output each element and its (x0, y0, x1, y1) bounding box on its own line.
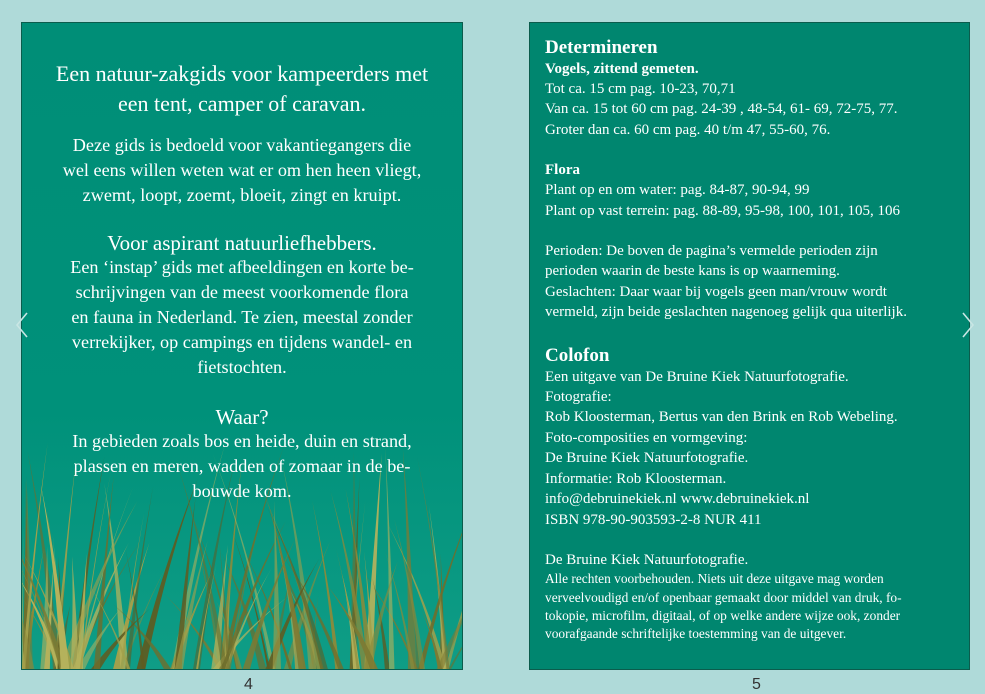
grass-blade (175, 540, 208, 669)
copyright-title: De Bruine Kiek Natuurfotografie. (545, 551, 749, 568)
waar-paragraph: In gebieden zoals bos en heide, duin en strand, plassen en meren, wadden of zomaar in de be- bouwde kom. (72, 431, 412, 501)
guide-title: Een natuur-zakgids voor kampeerders met een tent, camper of caravan. (55, 61, 429, 116)
chevron-left-icon (14, 310, 30, 340)
aspirant-paragraph: Een ‘instap’ gids met afbeeldingen en korte be- schrijvingen van de meest voorkomende flora en fauna in Nederland. Te zien, meestal zonder verrekijker, op campings en tijdens wandel- en fietstochten. (70, 257, 414, 377)
page-4-text (22, 23, 462, 504)
determineren-line: Groter dan ca. 60 cm pag. 40 t/m 47, 55-60, 76. (545, 121, 831, 138)
colofon-line: Foto-composities en vormgeving: (545, 429, 748, 446)
previous-page-button[interactable] (14, 310, 30, 340)
grass-blade (137, 479, 198, 669)
waar-heading: Waar? (215, 405, 269, 429)
page-number-left: 4 (244, 676, 253, 693)
colofon-line: Fotografie: (545, 389, 612, 406)
colofon-line: Een uitgave van De Bruine Kiek Natuurfotografie. (545, 368, 849, 385)
notes-line: Perioden: De boven de pagina’s vermelde perioden zijn (545, 243, 878, 260)
determineren-line: Van ca. 15 tot 60 cm pag. 24-39 , 48-54, 61- 69, 72-75, 77. (545, 101, 898, 118)
notes-line: vermeld, zijn beide geslachten nagenoeg gelijk qua uiterlijk. (545, 304, 907, 321)
copyright-line: voorafgaande schriftelijke toestemming van de uitgever. (545, 626, 847, 642)
flora-heading: Flora (545, 162, 580, 179)
page-5 (529, 22, 970, 670)
colofon-contact: info@debruinekiek.nl www.debruinekiek.nl (545, 491, 810, 508)
determineren-heading: Determineren (545, 37, 658, 58)
determineren-line: Tot ca. 15 cm pag. 10-23, 70,71 (545, 81, 736, 97)
page-4 (21, 22, 463, 670)
grass-blade (22, 526, 23, 669)
copyright-line: tokopie, microfilm, digitaal, of op welke andere wijze ook, zonder (545, 607, 901, 623)
chevron-right-icon (960, 310, 976, 340)
colofon-isbn: ISBN 978-90-903593-2-8 NUR 411 (545, 511, 762, 528)
intro-paragraph: Deze gids is bedoeld voor vakantiegangers die wel eens willen weten wat er om hen heen vliegt, zwemt, loopt, zoemt, bloeit, zingt en kruipt. (62, 135, 422, 205)
next-page-button[interactable] (960, 310, 976, 340)
page-5-text (530, 23, 969, 644)
colofon-line: De Bruine Kiek Natuurfotografie. (545, 450, 749, 467)
vogels-subheading: Vogels, zittend gemeten. (545, 61, 699, 77)
aspirant-heading: Voor aspirant natuurliefhebbers. (107, 231, 377, 255)
flora-line: Plant op en om water: pag. 84-87, 90-94, 99 (545, 182, 810, 199)
notes-line: perioden waarin de beste kans is op waarneming. (545, 263, 840, 280)
colofon-line: Rob Kloosterman, Bertus van den Brink en Rob Webeling. (545, 409, 898, 426)
colofon-line: Informatie: Rob Kloosterman. (545, 470, 727, 487)
copyright-line: verveelvoudigd en/of openbaar gemaakt door middel van druk, fo- (545, 589, 902, 605)
copyright-line: Alle rechten voorbehouden. Niets uit deze uitgave mag worden (545, 571, 884, 587)
grass-blade (71, 556, 79, 669)
colofon-heading: Colofon (545, 344, 610, 366)
page-number-right: 5 (752, 676, 761, 693)
notes-line: Geslachten: Daar waar bij vogels geen man/vrouw wordt (545, 283, 887, 300)
flora-line: Plant op vast terrein: pag. 88-89, 95-98, 100, 101, 105, 106 (545, 202, 900, 219)
